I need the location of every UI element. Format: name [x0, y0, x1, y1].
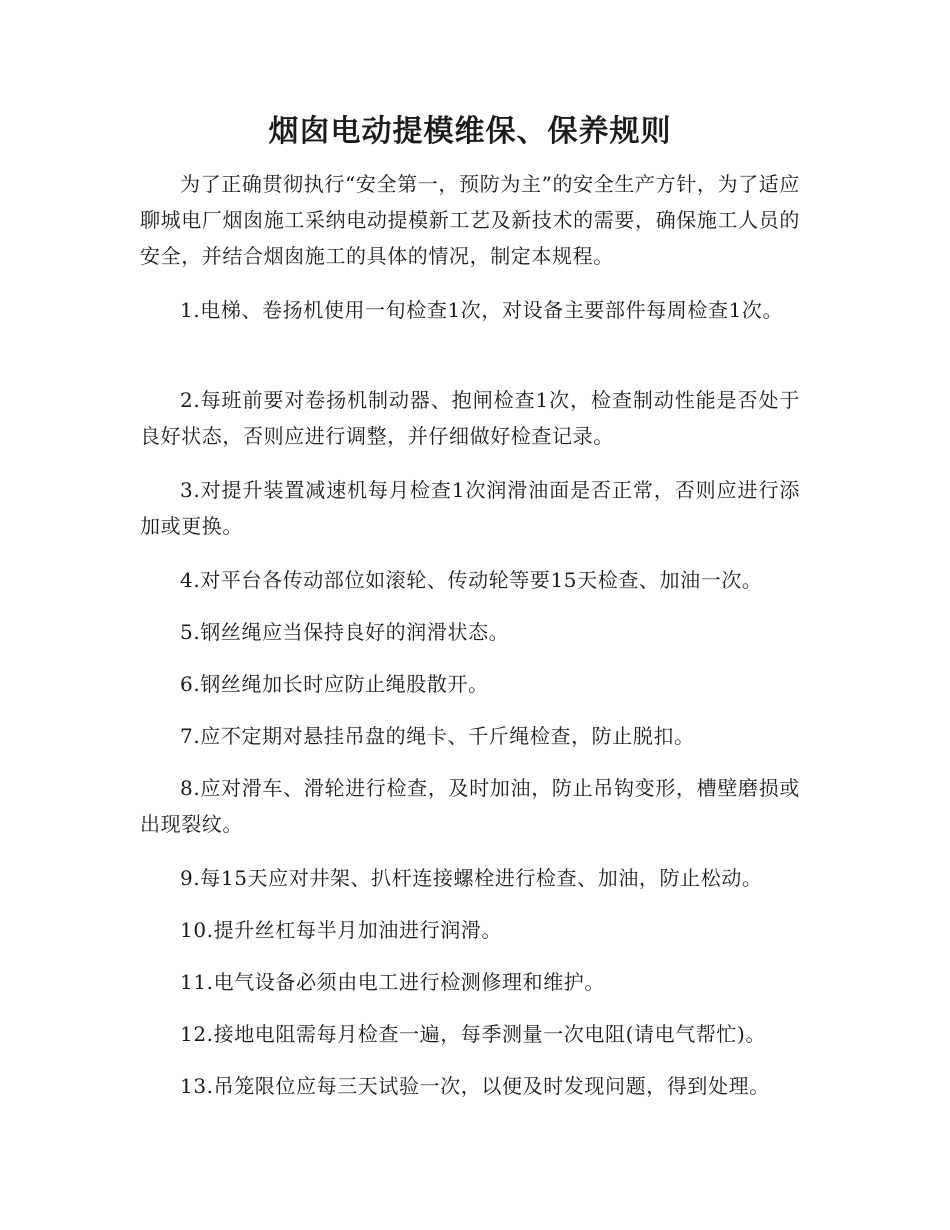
rule-item-9: 9.每15天应对井架、扒杆连接螺栓进行检查、加油，防止松动。: [180, 866, 763, 890]
intro-paragraph: 为了正确贯彻执行“安全第一，预防为主”的安全生产方针，为了适应聊城电厂烟囱施工采纳电动提模新工艺及新技术的需要，确保施工人员的安全，并结合烟囱施工的具体的情况，制定本规程。: [140, 172, 800, 268]
document-title: 烟囱电动提模维保、保养规则: [268, 114, 672, 149]
rule-item-6: 6.钢丝绳加长时应防止绳股散开。: [180, 672, 489, 696]
rule-item-4: 4.对平台各传动部位如滚轮、传动轮等要15天检查、加油一次。: [180, 568, 763, 592]
rule-item-10: 10.提升丝杠每半月加油进行润滑。: [180, 918, 503, 942]
rule-item-3: 3.对提升装置减速机每月检查1次润滑油面是否正常，否则应进行添加或更换。: [140, 478, 800, 538]
rule-item-5: 5.钢丝绳应当保持良好的润滑状态。: [180, 620, 510, 644]
rule-item-13: 13.吊笼限位应每三天试验一次，以便及时发现问题，得到处理。: [180, 1074, 770, 1098]
rule-item-7: 7.应不定期对悬挂吊盘的绳卡、千斤绳检查，防止脱扣。: [180, 724, 695, 748]
rule-item-1: 1.电梯、卷扬机使用一旬检查1次，对设备主要部件每周检查1次。: [180, 298, 784, 322]
rule-item-12: 12.接地电阻需每月检查一遍，每季测量一次电阻(请电气帮忙)。: [180, 1022, 767, 1046]
rule-item-8: 8.应对滑车、滑轮进行检查，及时加油，防止吊钩变形，槽壁磨损或出现裂纹。: [140, 776, 800, 836]
rule-item-2: 2.每班前要对卷扬机制动器、抱闸检查1次，检查制动性能是否处于良好状态，否则应进行调整，并仔细做好检查记录。: [140, 388, 800, 448]
rule-item-11: 11.电气设备必须由电工进行检测修理和维护。: [180, 970, 606, 994]
